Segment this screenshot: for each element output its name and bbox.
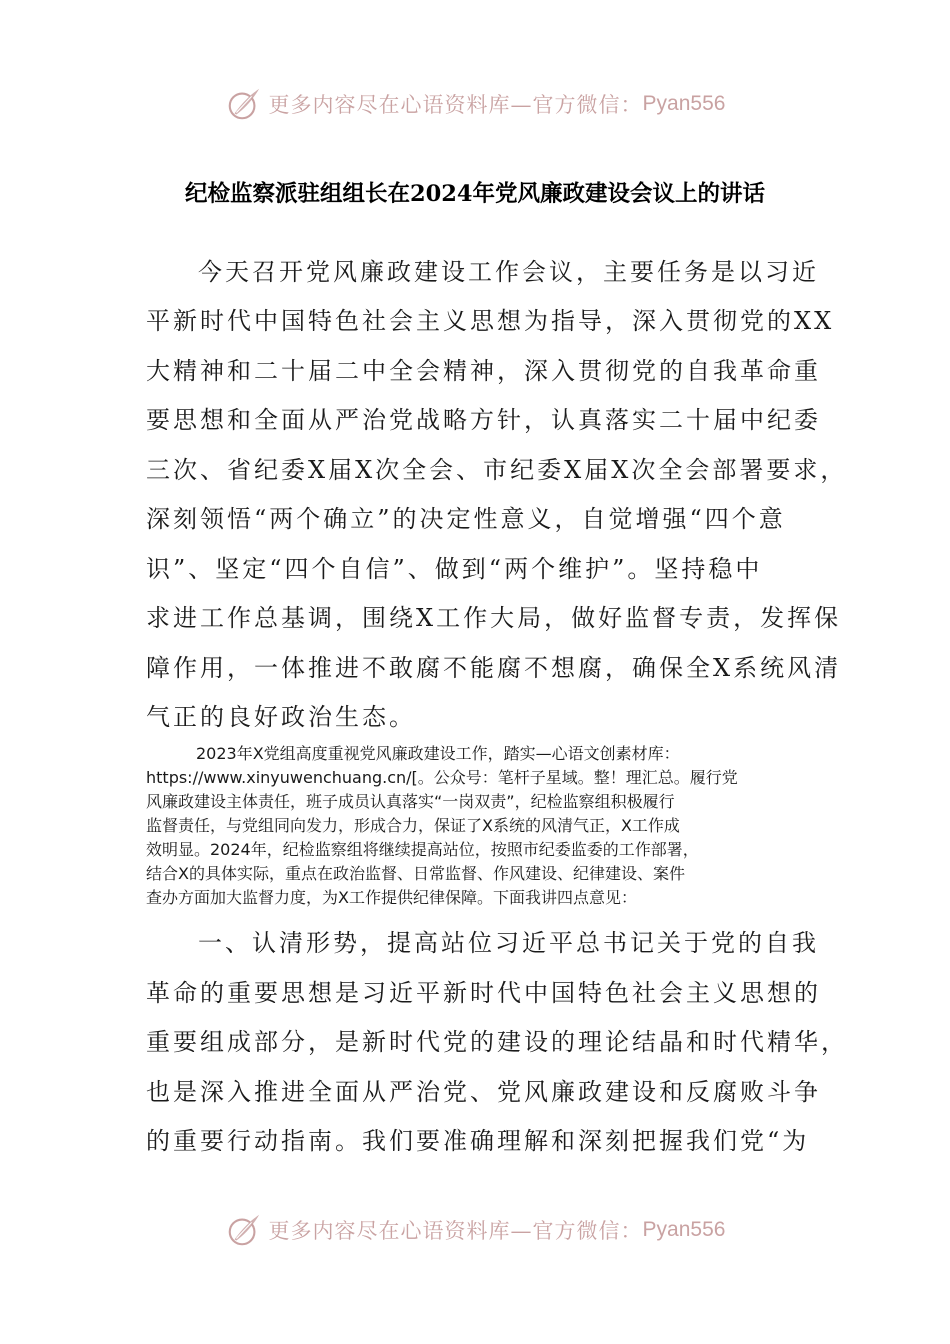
- paragraph-line: 深刻领悟“两个确立”的决定性意义，自觉增强“四个意: [146, 505, 786, 533]
- paragraph-line: 识”、坚定“四个自信”、做到“两个维护”。坚持稳中: [146, 555, 763, 583]
- watermark-banner-top: [0, 84, 950, 124]
- paragraph-line: 监督责任，与党组同向发力，形成合力，保证了X系统的风清气正，X工作成: [146, 816, 680, 835]
- watermark-text: 更多内容尽在心语资料库—官方微信：: [268, 93, 643, 117]
- paragraph-line: 气正的良好政治生态。: [146, 703, 416, 731]
- section-heading-line: 一、认清形势，提高站位习近平总书记关于党的自我: [198, 929, 819, 957]
- paragraph-line: 查办方面加大监督力度，为X工作提供纪律保障。下面我讲四点意见：: [146, 888, 637, 907]
- watermark-banner-bottom: [0, 1210, 950, 1250]
- paragraph-line: 效明显。2024年，纪检监察组将继续提高站位，按照市纪委监委的工作部署，: [146, 840, 699, 859]
- paragraph-line: 要思想和全面从严治党战略方针，认真落实二十届中纪委: [146, 406, 821, 434]
- paragraph-line: 风廉政建设主体责任，班子成员认真落实“一岗双责”，纪检监察组积极履行: [146, 792, 675, 811]
- watermark-wechat-id: Pyan556: [642, 92, 726, 115]
- paragraph-line: 求进工作总基调，围绕X工作大局，做好监督专责，发挥保: [146, 604, 842, 632]
- paragraph-line: 也是深入推进全面从严治党、党风廉政建设和反腐败斗争: [146, 1078, 821, 1106]
- paragraph-line: 大精神和二十届二中全会精神，深入贯彻党的自我革命重: [146, 357, 821, 385]
- quill-logo-icon: [225, 85, 263, 123]
- paragraph-line: 的重要行动指南。我们要准确理解和深刻把握我们党“为: [146, 1127, 810, 1155]
- paragraph-line: 革命的重要思想是习近平新时代中国特色社会主义思想的: [146, 979, 821, 1007]
- paragraph-line: 障作用，一体推进不敢腐不能腐不想腐，确保全X系统风清: [146, 654, 842, 682]
- paragraph-line: https://www.xinyuwenchuang.cn/[。公众号：笔杆子星域。整！理汇总。履行党: [146, 768, 738, 787]
- watermark-text: 更多内容尽在心语资料库—官方微信：: [268, 1219, 643, 1243]
- watermark-wechat-id: Pyan556: [642, 1218, 726, 1241]
- paragraph-line: 三次、省纪委X届X次全会、市纪委X届X次全会部署要求，: [146, 456, 848, 484]
- paragraph-line: 结合X的具体实际，重点在政治监督、日常监督、作风建设、纪律建设、案件: [146, 864, 685, 883]
- paragraph-line: 今天召开党风廉政建设工作会议，主要任务是以习近: [198, 258, 819, 286]
- quill-logo-icon: [225, 1211, 263, 1249]
- paragraph-line: 重要组成部分，是新时代党的建设的理论结晶和时代精华，: [146, 1028, 848, 1056]
- document-title: 纪检监察派驻组组长在2024年党风廉政建设会议上的讲话: [184, 181, 766, 207]
- paragraph-line: 2023年X党组高度重视党风廉政建设工作，踏实—心语文创素材库：: [196, 744, 680, 763]
- paragraph-line: 平新时代中国特色社会主义思想为指导，深入贯彻党的XX: [146, 307, 835, 335]
